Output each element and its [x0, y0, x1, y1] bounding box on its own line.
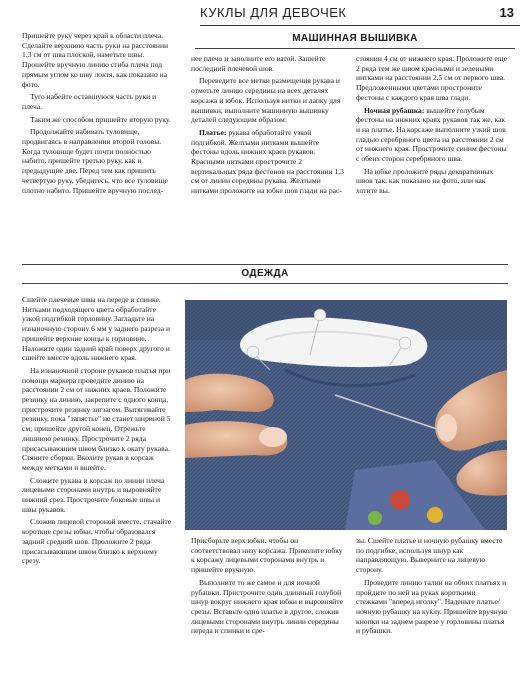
paragraph: Пришейте руку через край к области плеча. Сделайте верхнюю часть руки на расстоянии 1,3 см от шва плоской, наметьте швы. Прошейте вручную линию сгиба плеча под прямым углом ко шву локтя, как показано на фото.	[22, 31, 169, 89]
section-title-clothes: ОДЕЖДА	[241, 268, 289, 279]
paragraph: Сшейте плечевые швы на переде и спинке. Нитками подходящего цвета обработайте узкой подгибкой горловину. Загладьте на изнаночную сторону 6 мм у заднего разреза и пришейте верхние концы к горловине. Наложите один задний край поверх другого и сшейте вместе вдоль нижнего края.	[22, 295, 171, 363]
paragraph	[191, 128, 344, 196]
paragraph: Присборьте верх юбки, чтобы он соответствовал низу корсажа. Приколите юбку к корсажу лицевыми сторонами внутрь и пришейте вручную.	[191, 536, 343, 575]
text-column-1-top	[22, 31, 174, 198]
paragraph: нее плечо и заполните его ватой. Зашейте последний плечевой шов.	[191, 54, 326, 73]
paragraph: Продолжайте набивать туловище, продвигаясь в направлении второй головы. Когда туловище будет почти полностью набито, пришейте третью руку, как и предыдущие две. Перед тем как пришить четвертую руку, убедитесь, что все туловище плотно набито. Пришейте вручную послед-	[22, 127, 168, 195]
section-rule-top	[22, 264, 508, 265]
paragraph: Сложите рукава и корсаж по линии плеча лицевыми сторонами внутрь и выровняйте нижний срез. Прострочите боковые швы и швы рукавов.	[22, 475, 165, 514]
paragraph: Сложив лицевой стороной вместе, стачайте короткие срезы юбки, чтобы образовался задний средний шов. Проложите 2 ряда присасываюшим швом близко к верхнему срезу.	[22, 517, 172, 566]
text-column-2-bottom	[191, 536, 344, 639]
paragraph-text: вышейте голубым фестоны на нижних краях рукавов так же, как и на платье. На корсаже выполните узкий шов гладью серебряного цвета на расстоянии 2 см от нижнего края. Прострочите синим фестоны с обеих сторон серебряного шва.	[356, 105, 507, 164]
paragraph-text: рукава обработайте узкой подгибкой. Желтыми нитками вышейте фестоны вдоль нижних краев рукавов. Красными нитками прострочите 2 вертикальных ряда фестонов на расстоянии 1,3 см от линии середины рукава. Желтыми нитками проложите на юбке шов глади на рас-	[191, 127, 344, 196]
paragraph: На юбке проложите ряды декоративных швов так, как показано на фото, или как хотите вы.	[356, 166, 494, 196]
text-column-1-bottom	[22, 295, 175, 569]
label-nightgown: Ночная рубашка:	[364, 105, 425, 115]
sewing-photo	[185, 300, 507, 530]
paragraph: Проведите линию талии на обоих платьях и пройдите по ней на руках короткими стежками "вперед иголку". Наденьте платье/ночную рубашку на куклу. Пришейте вручную кнопки на заднем разрезе у горловины платья и рубашки.	[356, 577, 508, 636]
header-rule	[200, 25, 520, 26]
section-title-embroidery: МАШИННАЯ ВЫШИВКА	[292, 33, 418, 44]
sewing-photo-illustration	[185, 300, 507, 530]
paragraph: На изнаночной стороне рукавов платья при помощи маркера проведите линию на расстоянии 2 см от нижних краев. Положите резинку на линию, закрепите с одного конца, пристрочите резинку зигзагом. Вытягивайте резинку, пока "запястье" не станет шириной 5 см; пришейте другой конец. Отрежьте лишнюю резинку. Прострочите 2 ряда присасываюшим швом близко к окату рукава. Стяните сборки. Вколите рукав в корсаж между метками и вшейте.	[22, 365, 171, 472]
section-rule	[195, 48, 515, 49]
paragraph: Таким же способом пришейте вторую руку.	[30, 114, 171, 124]
text-column-3-top	[356, 54, 508, 199]
page-number: 13	[499, 5, 514, 20]
paragraph: стоянии 4 см от нижнего края. Проложите еще 2 ряда тем же швом красными и зелеными нитками на расстоянии 2,5 см от первого шва. Предложенными цветами простроните фестоны с каждого края шва глади.	[356, 54, 507, 102]
text-column-3-bottom	[356, 536, 508, 639]
text-column-2-top	[191, 54, 344, 199]
running-header: КУКЛЫ ДЛЯ ДЕВОЧЕК	[200, 5, 347, 20]
paragraph	[356, 106, 508, 164]
section-rule-bottom	[22, 283, 508, 284]
label-dress: Платье:	[199, 127, 227, 137]
paragraph: зы. Сшейте платье и ночную рубашку вместе по подгибке, используя шнур как направляющую. Выверните на лицевую сторону.	[356, 536, 503, 575]
paragraph: Туго набейте оставшуюся часть руки и плеча.	[22, 92, 157, 111]
paragraph: Выполните то же самое и для ночной рубашки. Пристрочите один длинный голубой шнур вокруг нижнего края юбки и выровняйте срезы. Вставьте одно платье в другое, сложив лицевыми сторонами внутрь линии середины переда и спинки и сре-	[191, 577, 343, 636]
paragraph: Переведите все метки размещения рукава и отметьте линию середины на всех деталях корсажа и юбок. Используя нитки и лапку для вышивки, выполните машинную вышивку деталей следующим образом:	[191, 76, 341, 125]
